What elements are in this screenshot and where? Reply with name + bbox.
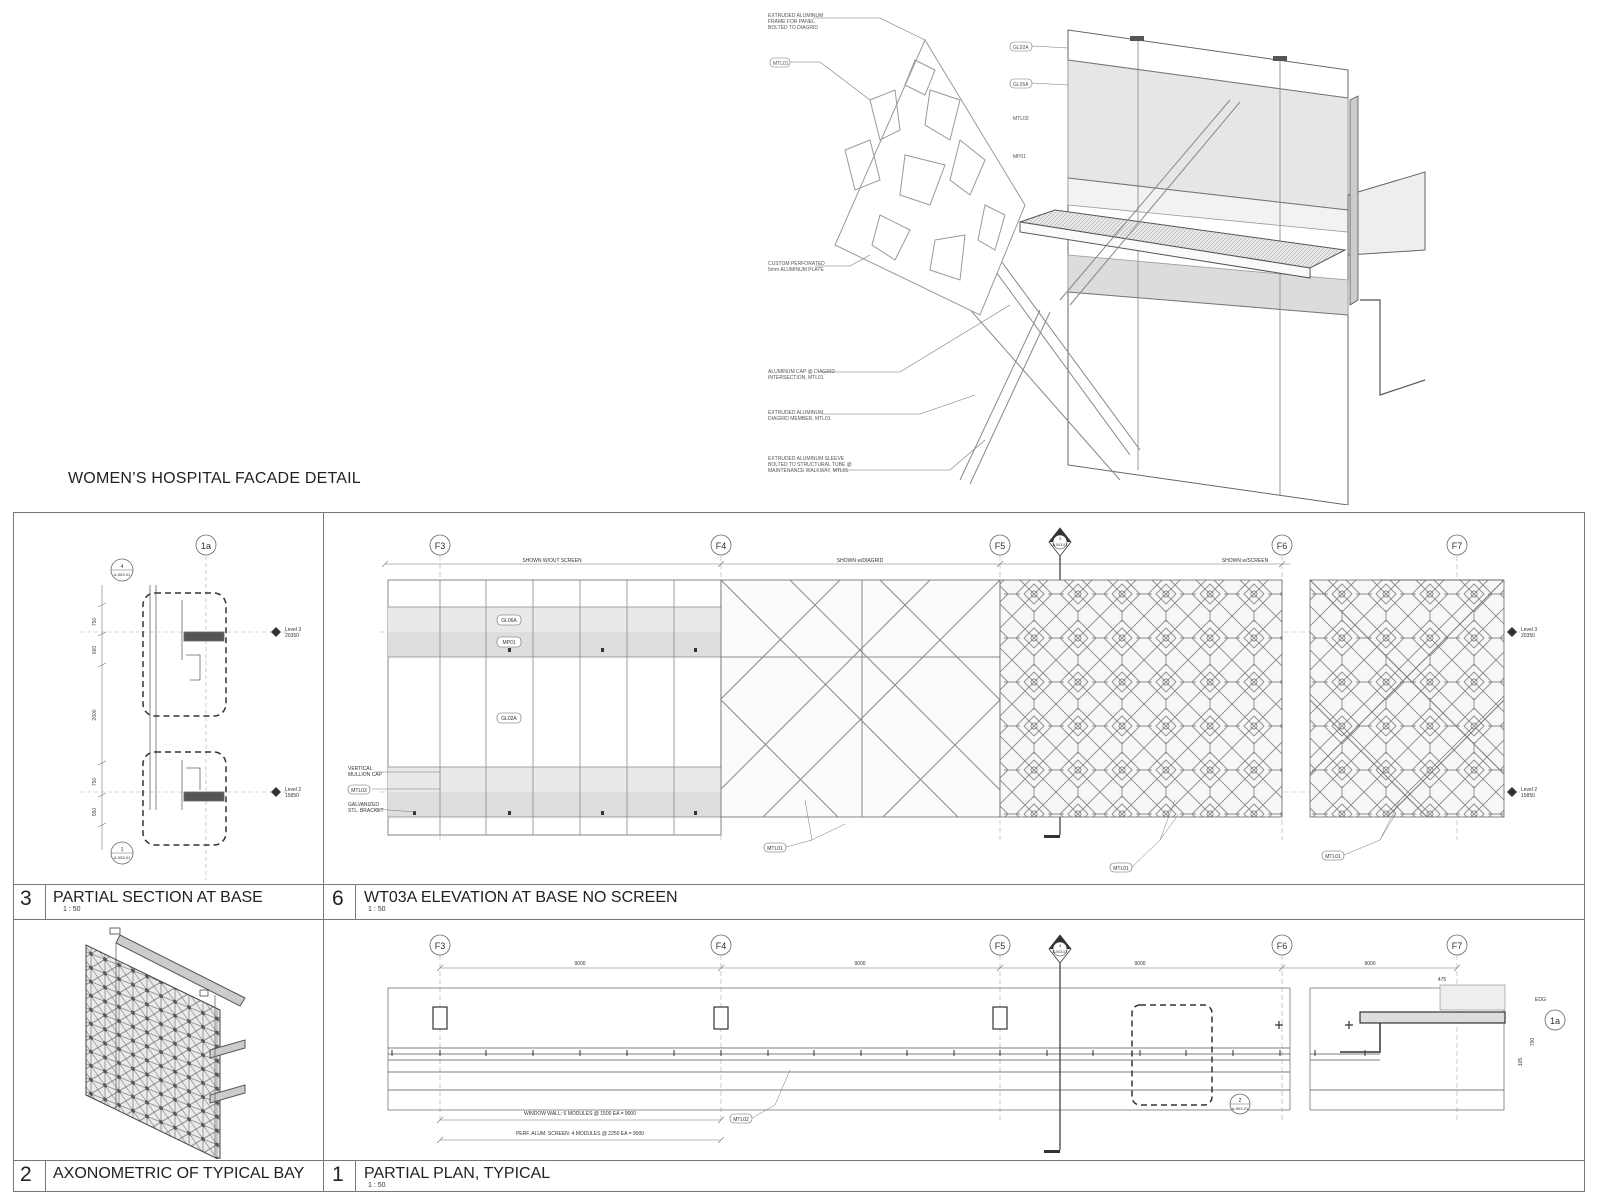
plan-detail-ref-sheet: A-503-01 <box>1231 1106 1249 1111</box>
view-number-6: 6 <box>332 887 344 910</box>
section-level3-elev: 20350 <box>285 633 299 639</box>
elev-level3-elev: 20350 <box>1521 633 1535 639</box>
section-ref-bottom-sheet: A-503-01 <box>113 855 131 860</box>
axo-note-frame-1: EXTRUDED ALUMINUM <box>768 13 824 19</box>
elev-tag-mtl01-b: MTL01 <box>1113 866 1129 872</box>
axo-tag-gl02a: GL02A <box>1013 45 1029 51</box>
plan-dim-4: 9000 <box>1364 961 1376 967</box>
zone-label-no-screen: SHOWN W/OUT SCREEN <box>522 558 582 564</box>
view-number-3: 3 <box>20 887 32 910</box>
section-ref-top-sheet: A-503-01 <box>113 572 131 577</box>
elev-note-mullion-cap: MULLION CAP <box>348 772 382 778</box>
elev-level2-elev: 15850 <box>1521 793 1535 799</box>
section-dim-2: 660 <box>92 645 98 655</box>
title-box-divider <box>45 1160 46 1192</box>
elev-tag-gl02a: GL02A <box>501 716 517 722</box>
plan-grid-f4: F4 <box>715 941 727 951</box>
axo-tag-mtl01: MTL01 <box>773 61 789 67</box>
plan-dim-475: 475 <box>1437 977 1447 983</box>
section-dim-3: 2600 <box>92 709 98 721</box>
section-level3-name: Level 3 <box>285 627 302 633</box>
axo-note-diagrid-1: EXTRUDED ALUMINUM <box>768 410 824 416</box>
axo-note-cap-1: ALUMINUM CAP @ DIAGRID <box>768 369 835 375</box>
plan-note-window-wall: WINDOW WALL: 6 MODULES @ 1500 EA = 9000 <box>523 1111 637 1117</box>
view-scale-plan: 1 : 50 <box>368 1182 386 1189</box>
view-title-section: PARTIAL SECTION AT BASE <box>53 889 263 906</box>
view-number-1: 1 <box>332 1163 344 1186</box>
axo-note-sleeve-2: BOLTED TO STRUCTURAL TUBE @ <box>768 462 852 468</box>
partial-section-drawing <box>14 513 322 883</box>
axo-tag-gl05a: GL05A <box>1013 82 1029 88</box>
plan-detail-ref-num: 2 <box>1238 1098 1242 1104</box>
section-grid-1a: 1a <box>200 541 212 551</box>
title-box-divider <box>355 884 356 919</box>
plan-grid-f5: F5 <box>994 941 1006 951</box>
facade-axonometric-detail <box>760 0 1480 505</box>
elev-note-galvanized: GALVANIZED <box>348 802 379 808</box>
plan-dim-105: 105 <box>1518 1057 1524 1067</box>
sheet-divider-bottom <box>13 1160 1585 1161</box>
axo-note-diagrid-2: DIAGRID MEMBER, MTL01 <box>768 416 831 422</box>
plan-tag-mtl02: MTL02 <box>733 1117 749 1123</box>
section-dim-1: 750 <box>92 617 98 627</box>
axo-note-sleeve-3: MAINTENANCE WALKWAY, MTL01 <box>768 468 849 474</box>
view-title-plan: PARTIAL PLAN, TYPICAL <box>364 1165 551 1182</box>
elev-tag-mtl01-c: MTL01 <box>1325 854 1341 860</box>
elev-tag-gl06a: GL06A <box>501 618 517 624</box>
plan-dim-1: 9000 <box>574 961 586 967</box>
plan-grid-f6: F6 <box>1276 941 1288 951</box>
plan-dim-700: 700 <box>1530 1037 1536 1047</box>
elev-tag-mtl01-a: MTL01 <box>767 846 783 852</box>
title-box-divider <box>355 1160 356 1192</box>
elev-grid-f7: F7 <box>1451 541 1463 551</box>
axo-note-sleeve-1: EXTRUDED ALUMINUM SLEEVE <box>768 456 845 462</box>
section-ref-top-num: 4 <box>120 564 124 570</box>
plan-note-perf-screen: PERF. ALUM. SCREEN: 4 MODULES @ 2250 EA = 9000 <box>515 1131 645 1137</box>
plan-grid-1a: 1a <box>1549 1016 1561 1026</box>
elev-section-ref-sheet: A-503-01 <box>1052 543 1068 547</box>
elev-grid-f6: F6 <box>1276 541 1288 551</box>
plan-grid-f3: F3 <box>434 941 446 951</box>
plan-section-ref-num: 4 <box>1058 943 1062 948</box>
sheet-divider-mid <box>13 884 1585 885</box>
elev-level2-name: Level 2 <box>1521 787 1538 793</box>
zone-label-screen: SHOWN w/SCREEN <box>1221 558 1269 564</box>
view-title-axonometric: AXONOMETRIC OF TYPICAL BAY <box>53 1165 305 1182</box>
view-number-2: 2 <box>20 1163 32 1186</box>
page-title: WOMEN’S HOSPITAL FACADE DETAIL <box>68 470 361 487</box>
axo-note-cap-2: INTERSECTION, MTL01 <box>768 375 824 381</box>
section-level2-elev: 15850 <box>285 793 299 799</box>
elev-tag-mtl03: MTL03 <box>351 788 367 794</box>
axo-tag-mtl03: MTL03 <box>1013 116 1029 122</box>
axo-tag-mp01: MP01 <box>1013 154 1027 160</box>
plan-grid-f7: F7 <box>1451 941 1463 951</box>
elev-grid-f3: F3 <box>434 541 446 551</box>
section-level2-name: Level 2 <box>285 787 302 793</box>
typical-bay-axonometric <box>14 920 322 1159</box>
elev-note-vertical: VERTICAL <box>348 766 373 772</box>
elevation-drawing <box>324 513 1584 883</box>
axo-note-plate-2: 5mm ALUMINUM PLATE <box>768 267 824 273</box>
section-dim-5: 550 <box>92 807 98 817</box>
plan-section-ref-sheet: A-503-01 <box>1052 950 1068 954</box>
axo-note-frame-3: BOLTED TO DIAGRID <box>768 25 819 31</box>
plan-dim-2: 9000 <box>854 961 866 967</box>
title-box-divider <box>45 884 46 919</box>
elev-note-bracket: STL. BRACKET <box>348 808 384 814</box>
plan-edge-label: EDG <box>1535 997 1546 1003</box>
elev-tag-mp01: MP01 <box>502 640 516 646</box>
elev-level3-name: Level 3 <box>1521 627 1538 633</box>
view-scale-elevation: 1 : 50 <box>368 906 386 913</box>
section-dim-4: 750 <box>92 777 98 787</box>
section-ref-bottom-num: 1 <box>120 847 124 853</box>
view-scale-section: 1 : 50 <box>63 906 81 913</box>
elev-section-ref-num: 3 <box>1058 536 1062 541</box>
view-title-elevation: WT03A ELEVATION AT BASE NO SCREEN <box>364 889 678 906</box>
zone-label-diagrid: SHOWN w/DIAGRID <box>836 558 884 564</box>
elev-grid-f5: F5 <box>994 541 1006 551</box>
elev-grid-f4: F4 <box>715 541 727 551</box>
partial-plan-drawing <box>324 920 1584 1159</box>
axo-note-frame-2: FRAME FOR PANEL <box>768 19 815 25</box>
plan-dim-3: 9000 <box>1134 961 1146 967</box>
axo-note-plate-1: CUSTOM PERFORATED <box>768 261 825 267</box>
